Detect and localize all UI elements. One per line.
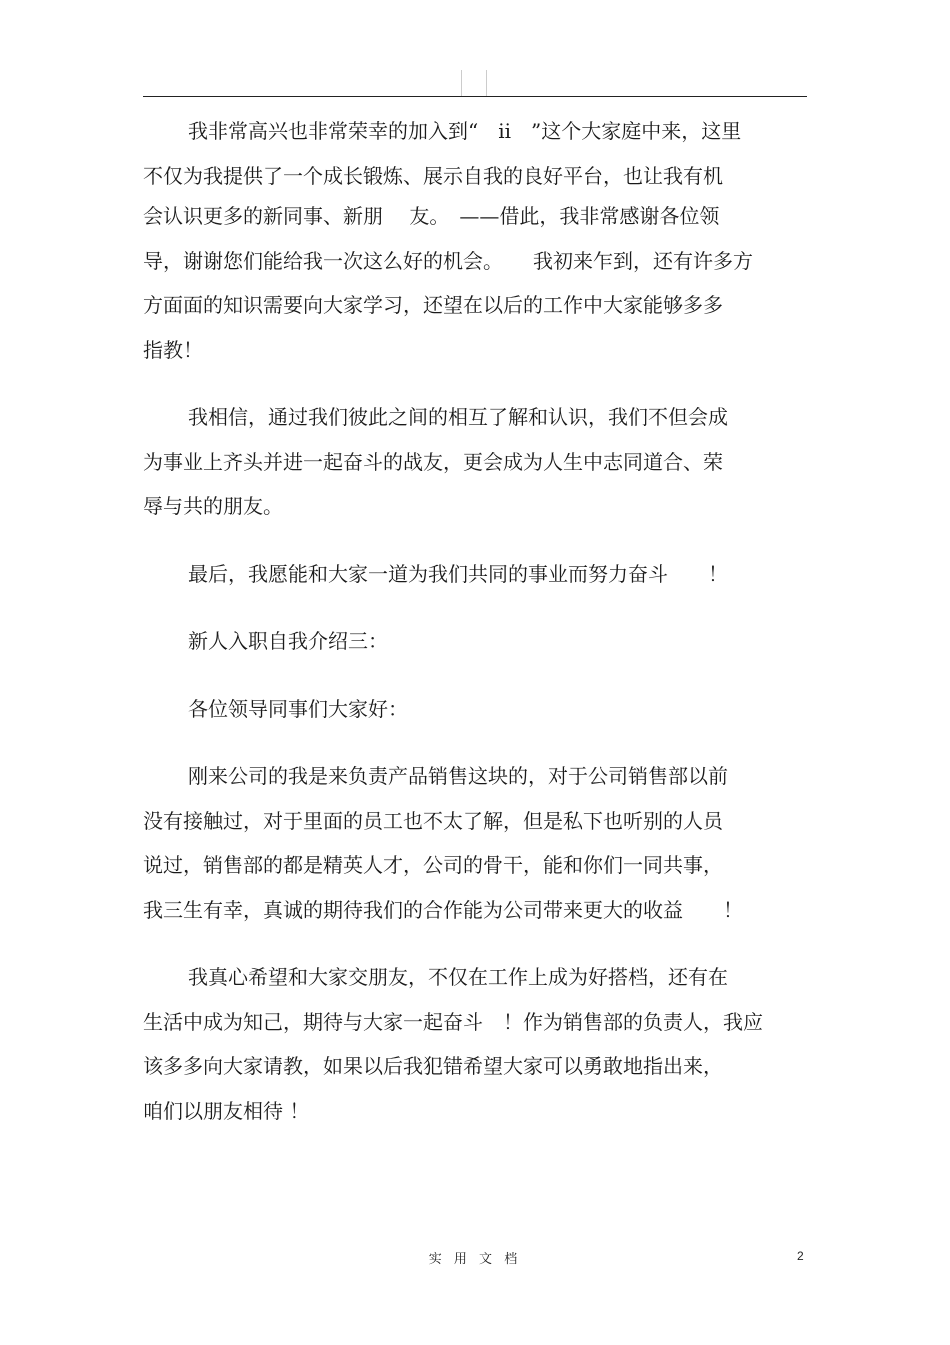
text-line: 方面面的知识需要向大家学习，还望在以后的工作中大家能够多多 (143, 293, 723, 317)
text-line: 为事业上齐头并进一起奋斗的战友，更会成为人生中志同道合、荣 (143, 450, 723, 474)
text-line: 该多多向大家请教，如果以后我犯错希望大家可以勇敢地指出来， (143, 1054, 723, 1078)
text-line: 没有接触过，对于里面的员工也不太了解，但是私下也听别的人员 (143, 809, 723, 833)
greeting-line: 各位领导同事们大家好： (188, 697, 408, 721)
section-heading: 新人入职自我介绍三： (188, 629, 388, 653)
text-line: 我三生有幸，真诚的期待我们的合作能为公司带来更大的收益 ！ (143, 898, 743, 922)
header-mark (461, 70, 487, 96)
text-line: 会认识更多的新同事、新朋 友。 ——借此，我非常感谢各位领 (143, 204, 720, 228)
text-line: 辱与共的朋友。 (143, 494, 283, 518)
text-line: 说过，销售部的都是精英人才，公司的骨干，能和你们一同共事， (143, 853, 723, 877)
text-line: 导，谢谢您们能给我一次这么好的机会。 我初来乍到，还有许多方 (143, 249, 753, 273)
text-line: 我相信，通过我们彼此之间的相互了解和认识，我们不但会成 (188, 405, 728, 429)
text-line: 咱们以朋友相待 ！ (143, 1099, 310, 1123)
text-line: 不仅为我提供了一个成长锻炼、展示自我的良好平台，也让我有机 (143, 164, 723, 188)
footer-label: 实 用 文 档 (428, 1252, 522, 1267)
text-line: 指教！ (143, 338, 203, 362)
text-line: 最后，我愿能和大家一道为我们共同的事业而努力奋斗 ！ (188, 562, 728, 586)
text-line: 刚来公司的我是来负责产品销售这块的，对于公司销售部以前 (188, 764, 728, 788)
header-rule (143, 96, 807, 97)
page-number: 2 (797, 1249, 804, 1263)
text-line: 我真心希望和大家交朋友，不仅在工作上成为好搭档，还有在 (188, 965, 728, 989)
text-line: 生活中成为知己，期待与大家一起奋斗 ！作为销售部的负责人，我应 (143, 1010, 763, 1034)
text-line: 我非常高兴也非常荣幸的加入到“ ii ”这个大家庭中来，这里 (188, 119, 742, 143)
